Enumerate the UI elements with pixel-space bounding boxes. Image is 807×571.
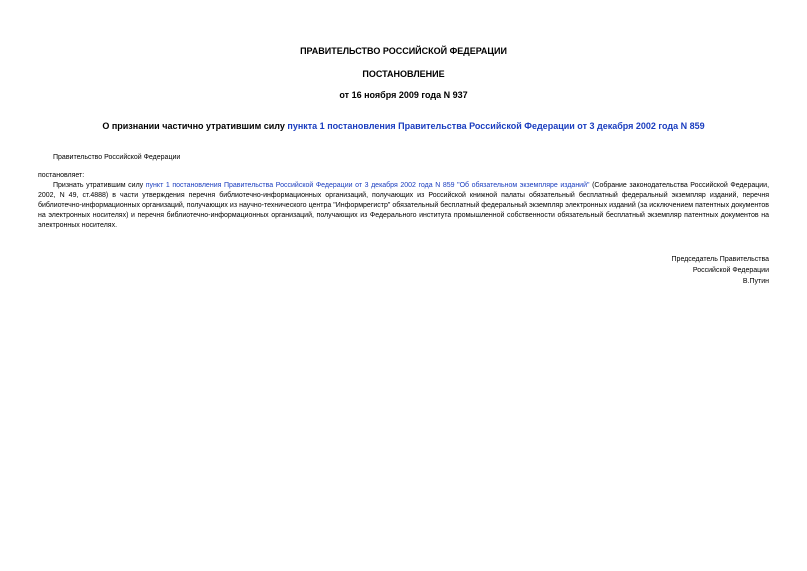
- paragraph-start: Признать утратившим силу: [53, 182, 146, 189]
- document-title: [0, 121, 807, 132]
- government-heading: ПРАВИТЕЛЬСТВО РОССИЙСКОЙ ФЕДЕРАЦИИ: [300, 46, 507, 56]
- paragraph-rest: (Собрание законодательства Российской Федерации, 2002, N 49, ст.4888) в части утверждения перечня библиотечно-информационных организаций, получающих из Российской книжной палаты обязательный бесплатный федеральный экземпляр изданий, перечня библиотечно-информационных организаций, получающих из научно-технического центра "Информрегистр" обязательный бесплатный федеральный экземпляр электронных изданий (за исключением патентных документов на электронных носителях) и перечня библиотечно-информационных организаций, получающих из Федерального института промышленной собственности обязательный бесплатный экземпляр патентных документов на электронных носителях.: [38, 182, 770, 229]
- title-link[interactable]: пункта 1 постановления Правительства Российской Федерации от 3 декабря 2002 года N 859: [287, 121, 705, 131]
- date-number-heading: от 16 ноября 2009 года N 937: [339, 90, 468, 100]
- body-paragraph: [38, 181, 769, 231]
- signature-title: Председатель Правительства: [671, 256, 769, 263]
- signature-name: В.Путин: [742, 278, 769, 285]
- title-prefix: О признании частично утратившим силу: [102, 121, 288, 131]
- resolves-line: постановляет:: [38, 172, 85, 179]
- government-line: Правительство Российской Федерации: [53, 154, 181, 161]
- signature-organization: Российской Федерации: [692, 267, 769, 274]
- paragraph-link[interactable]: пункт 1 постановления Правительства Российской Федерации от 3 декабря 2002 года N 859 "Об обязательном экземпляре изданий": [145, 182, 590, 189]
- document-type-heading: ПОСТАНОВЛЕНИЕ: [362, 69, 445, 79]
